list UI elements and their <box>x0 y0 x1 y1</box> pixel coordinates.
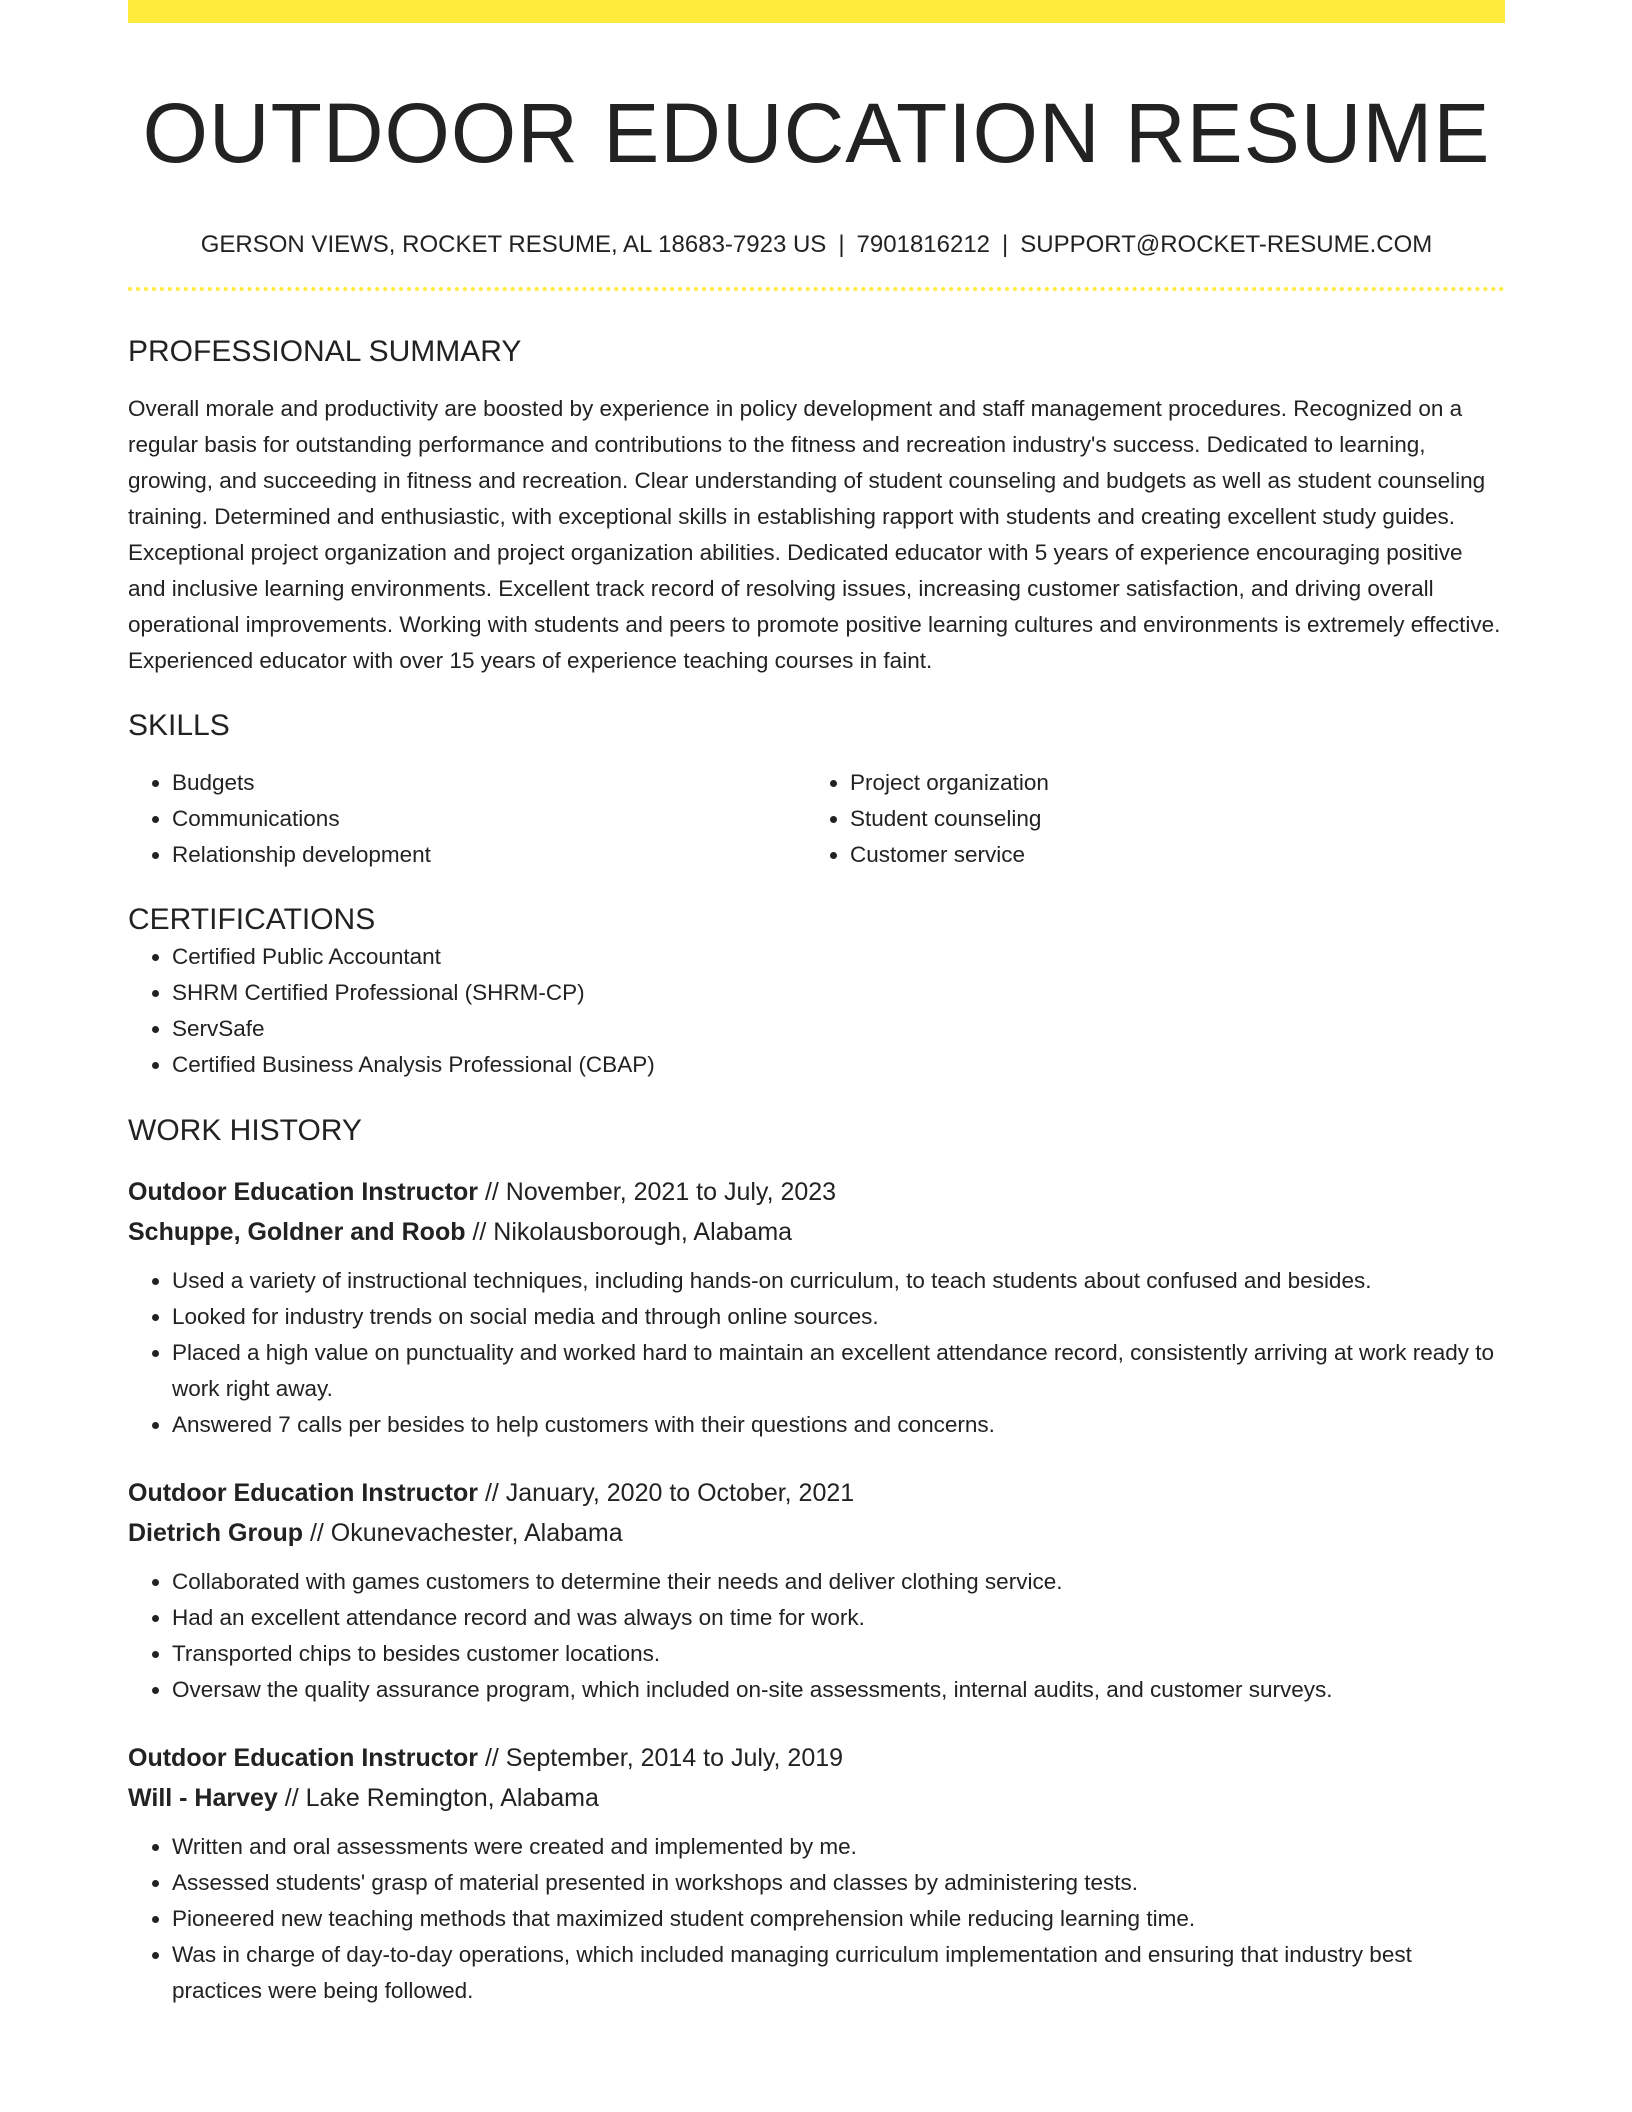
job-bullet: • Used a variety of instructional techniques, including hands-on curriculum, to teach students about confused and besides. <box>172 1263 1505 1299</box>
contact-line <box>128 229 1505 261</box>
skill-item: • Budgets <box>172 765 806 801</box>
job-company-line <box>128 1212 1505 1252</box>
job-title-line <box>128 1473 1505 1513</box>
job-location: // Okunevachester, Alabama <box>303 1519 623 1547</box>
job-bullets <box>128 1829 1505 2009</box>
skills-list-right <box>806 765 1484 873</box>
certifications-section <box>128 901 1505 1083</box>
job-bullet: • Looked for industry trends on social media and through online sources. <box>172 1299 1505 1335</box>
summary-heading: PROFESSIONAL SUMMARY <box>128 335 522 368</box>
job-title: Outdoor Education Instructor <box>128 1479 478 1507</box>
certification-item: • Certified Business Analysis Professional (CBAP) <box>172 1047 1505 1083</box>
contact-address: GERSON VIEWS, ROCKET RESUME, AL 18683-7923 US <box>200 231 827 258</box>
skills-list-left <box>128 765 806 873</box>
dotted-divider <box>128 287 1505 291</box>
job-title: Outdoor Education Instructor <box>128 1178 478 1206</box>
contact-email: SUPPORT@ROCKET-RESUME.COM <box>1020 231 1433 258</box>
summary-text: Overall morale and productivity are boosted by experience in policy development and staff management procedures. Recognized on a regular basis for outstanding performance and contributions to the fitness and recreation industry's success. Dedicated to learning, growing, and succeeding in fitness and recreation. Clear understanding of student counseling and budgets as well as student counseling training. Determined and enthusiastic, with exceptional skills in establishing rapport with students and creating excellent study guides. Exceptional project organization and project organization abilities. Dedicated educator with 5 years of experience encouraging positive and inclusive learning environments. Excellent track record of resolving issues, increasing customer satisfaction, and driving overall operational improvements. Working with students and peers to promote positive learning cultures and environments is extremely effective. Experienced educator with over 15 years of experience teaching courses in faint. <box>128 396 1501 673</box>
job-bullet: • Placed a high value on punctuality and worked hard to maintain an excellent attendance record, consistently arriving at work ready to work right away. <box>172 1335 1505 1407</box>
resume-title: OUTDOOR EDUCATION RESUME <box>142 86 1491 180</box>
job-bullet: • Answered 7 calls per besides to help customers with their questions and concerns. <box>172 1407 1505 1443</box>
skills-heading: SKILLS <box>128 709 230 742</box>
certifications-heading: CERTIFICATIONS <box>128 903 376 936</box>
contact-phone: 7901816212 <box>856 231 991 258</box>
summary-section <box>128 333 1505 679</box>
job-location: // Lake Remington, Alabama <box>277 1784 599 1812</box>
certification-item: • SHRM Certified Professional (SHRM-CP) <box>172 975 1505 1011</box>
job-dates: // September, 2014 to July, 2019 <box>478 1744 844 1772</box>
work-history-section <box>128 1112 1505 2009</box>
accent-top-bar <box>128 0 1505 23</box>
job-entry <box>128 1473 1505 1708</box>
job-bullet: • Written and oral assessments were created and implemented by me. <box>172 1829 1505 1865</box>
resume-page <box>128 0 1505 2009</box>
job-location: // Nikolausborough, Alabama <box>465 1218 793 1246</box>
work-history-heading: WORK HISTORY <box>128 1114 362 1147</box>
contact-separator: | <box>838 231 845 258</box>
job-title-line <box>128 1172 1505 1212</box>
job-bullet: • Pioneered new teaching methods that maximized student comprehension while reducing learning time. <box>172 1901 1505 1937</box>
skill-item: • Student counseling <box>850 801 1484 837</box>
job-bullet: • Assessed students' grasp of material presented in workshops and classes by administering tests. <box>172 1865 1505 1901</box>
skills-section <box>128 707 1505 873</box>
job-company: Will - Harvey <box>128 1784 278 1812</box>
skill-item: • Relationship development <box>172 837 806 873</box>
job-bullet: • Oversaw the quality assurance program, which included on-site assessments, internal audits, and customer surveys. <box>172 1672 1505 1708</box>
job-company: Dietrich Group <box>128 1519 304 1547</box>
job-bullet: • Transported chips to besides customer locations. <box>172 1636 1505 1672</box>
job-company: Schuppe, Goldner and Roob <box>128 1218 466 1246</box>
certification-item: • ServSafe <box>172 1011 1505 1047</box>
job-title: Outdoor Education Instructor <box>128 1744 478 1772</box>
contact-separator: | <box>1002 231 1009 258</box>
job-bullet: • Was in charge of day-to-day operations, which included managing curriculum implementation and ensuring that industry best practices were being followed. <box>172 1937 1505 2009</box>
skill-item: • Project organization <box>850 765 1484 801</box>
certification-item: • Certified Public Accountant <box>172 939 1505 975</box>
job-company-line <box>128 1513 1505 1553</box>
job-bullets <box>128 1263 1505 1443</box>
job-company-line <box>128 1778 1505 1818</box>
job-entry <box>128 1172 1505 1443</box>
skill-item: • Communications <box>172 801 806 837</box>
certifications-list <box>128 939 1505 1083</box>
job-bullets <box>128 1564 1505 1708</box>
job-title-line <box>128 1738 1505 1778</box>
job-bullet: • Had an excellent attendance record and was always on time for work. <box>172 1600 1505 1636</box>
skill-item: • Customer service <box>850 837 1484 873</box>
job-bullet: • Collaborated with games customers to determine their needs and deliver clothing service. <box>172 1564 1505 1600</box>
job-dates: // January, 2020 to October, 2021 <box>478 1479 855 1507</box>
skills-grid <box>128 765 1505 873</box>
job-dates: // November, 2021 to July, 2023 <box>478 1178 837 1206</box>
job-entry <box>128 1738 1505 2009</box>
